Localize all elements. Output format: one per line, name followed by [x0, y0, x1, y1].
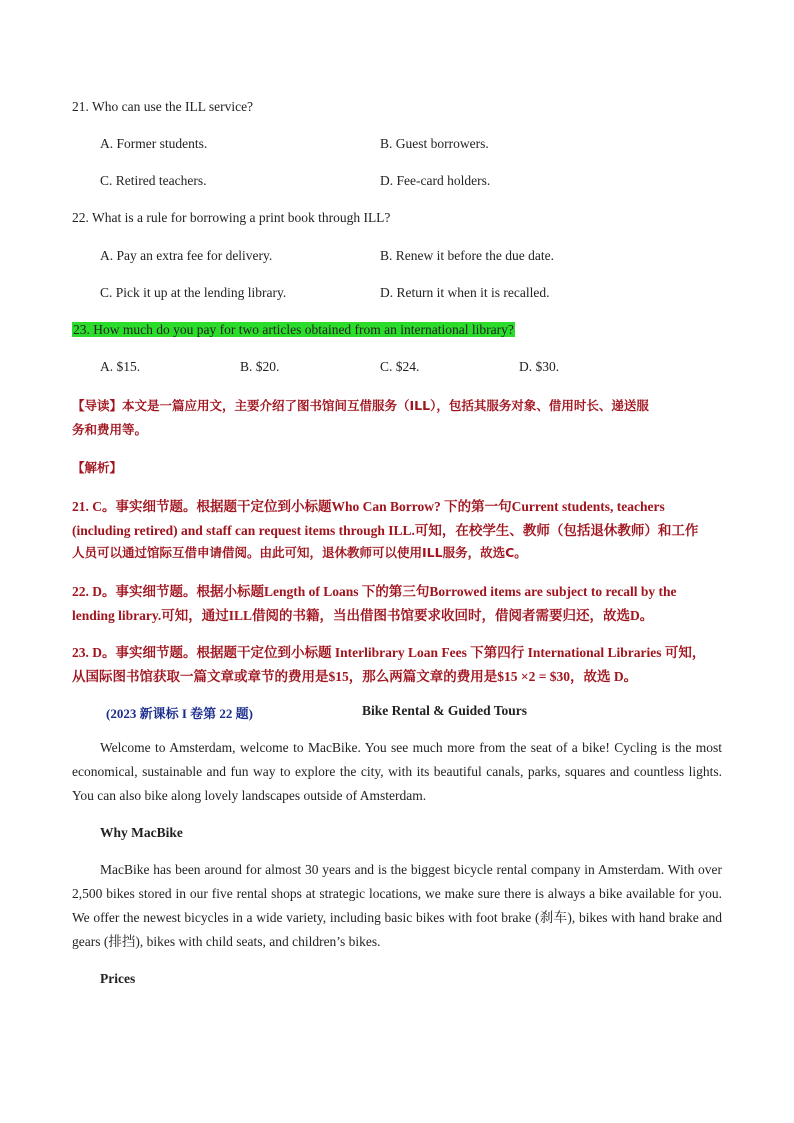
question-21-stem: 21. Who can use the ILL service?: [72, 99, 254, 114]
analysis-heading: 【解析】: [72, 460, 123, 475]
question-23-stem-row: [72, 322, 515, 338]
answer-21-line3: 人员可以通过馆际互借申请借阅。由此可知，退休教师可以使用ILL服务，故选C。: [72, 545, 527, 560]
question-21-option-c: C. Retired teachers.: [100, 173, 207, 188]
passage-paragraph-2: MacBike has been around for almost 30 years and is the biggest bicycle rental company in Amsterdam. With over 2,500 bikes stored in our five rental shops at strategic locations, we make sure there is always a bike available for you. We offer the newest bicycles in a wide variety, including basic bikes with foot brake (刹车), bikes with hand brake and gears (排挡), bikes with child seats, and children’s bikes.: [72, 862, 722, 949]
question-23-option-c: C. $24.: [380, 359, 420, 374]
question-23-stem: 23. How much do you pay for two articles obtained from an international library?: [73, 322, 514, 337]
passage-title: Bike Rental & Guided Tours: [362, 703, 528, 718]
question-22-option-d: D. Return it when it is recalled.: [380, 285, 550, 300]
analysis-intro-line2: 务和费用等。: [72, 422, 148, 437]
answer-21-line1: 21. C。事实细节题。根据题干定位到小标题Who Can Borrow? 下的第一句Current students, teachers: [72, 499, 665, 514]
question-22-option-b: B. Renew it before the due date.: [380, 248, 554, 263]
answer-22-line1: 22. D。事实细节题。根据小标题Length of Loans 下的第三句Borrowed items are subject to recall by the: [72, 584, 677, 599]
question-22-option-c: C. Pick it up at the lending library.: [100, 285, 287, 300]
question-21-option-b: B. Guest borrowers.: [380, 136, 489, 151]
answer-22-line2: lending library.可知，通过ILL借阅的书籍，当出借图书馆要求收回时，借阅者需要归还，故选D。: [72, 608, 654, 623]
question-23-option-a: A. $15.: [100, 359, 141, 374]
passage-paragraph-1: Welcome to Amsterdam, welcome to MacBike. You see much more from the seat of a bike! Cycling is the most economical, sustainable and fun way to explore the city, with its beautiful canals, parks, squares and countless lights. You can also bike along lovely landscapes outside of Amsterdam.: [72, 740, 722, 803]
section-heading-why-macbike: Why MacBike: [100, 825, 183, 840]
question-22-stem: 22. What is a rule for borrowing a print book through ILL?: [72, 210, 391, 225]
answer-23-line1: 23. D。事实细节题。根据题干定位到小标题 Interlibrary Loan Fees 下第四行 International Libraries 可知，: [72, 645, 706, 660]
question-23-option-b: B. $20.: [240, 359, 280, 374]
analysis-intro-line1: 【导读】本文是一篇应用文，主要介绍了图书馆间互借服务（ILL），包括其服务对象、借用时长、递送服: [72, 398, 649, 413]
question-22-option-a: A. Pay an extra fee for delivery.: [100, 248, 273, 263]
question-21-option-a: A. Former students.: [100, 136, 208, 151]
answer-21-line2: (including retired) and staff can request items through ILL.可知，在校学生、教师（包括退休教师）和工作: [72, 523, 699, 538]
question-21-option-d: D. Fee-card holders.: [380, 173, 491, 188]
passage-source: (2023 新课标 I 卷第 22 题): [106, 706, 253, 721]
section-heading-prices: Prices: [100, 971, 136, 986]
answer-23-line2: 从国际图书馆获取一篇文章或章节的费用是$15，那么两篇文章的费用是$15 ×2 = $30，故选 D。: [72, 669, 638, 684]
question-23-option-d: D. $30.: [519, 359, 560, 374]
